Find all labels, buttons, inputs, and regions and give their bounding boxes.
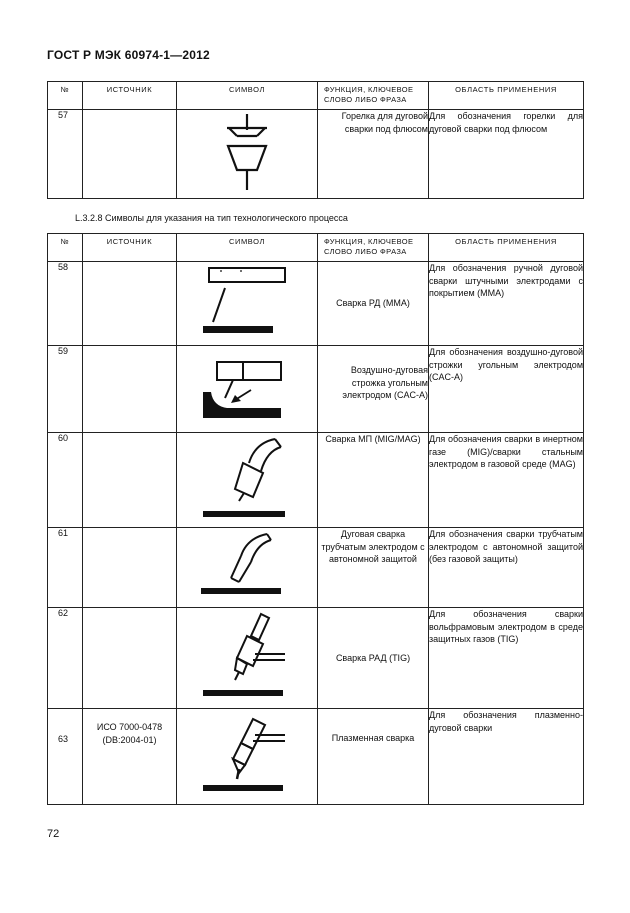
row-application: Для обозначения сварки вольфрамовым электродом в среде защитных газов (TIG) xyxy=(429,608,584,709)
table-row xyxy=(48,528,584,608)
col-header-symbol: СИМВОЛ xyxy=(177,234,318,262)
row-source xyxy=(83,262,177,346)
row-application: Для обозначения плазменно-дуговой сварки xyxy=(429,709,584,805)
table-row xyxy=(48,346,584,433)
row-function: Дуговая сварка трубчатым электродом с автономной защитой xyxy=(318,528,429,608)
row-source: ИСО 7000-0478 (DB:2004-01) xyxy=(83,709,177,805)
col-header-function-line2: СЛОВО ЛИБО ФРАЗА xyxy=(324,247,407,256)
col-header-application: ОБЛАСТЬ ПРИМЕНЕНИЯ xyxy=(429,234,584,262)
row-source xyxy=(83,110,177,199)
col-header-source: ИСТОЧНИК xyxy=(83,82,177,110)
col-header-symbol: СИМВОЛ xyxy=(177,82,318,110)
plasma-welding-icon xyxy=(197,709,297,797)
row-function: Горелка для дуговой сварки под флюсом xyxy=(318,110,429,199)
row-application: Для обозначения сварки трубчатым электродом с автономной защитой (без газовой защиты) xyxy=(429,528,584,608)
mig-mag-welding-icon xyxy=(197,433,297,523)
row-number: 63 xyxy=(48,709,83,805)
table-header-row xyxy=(48,234,584,262)
section-title: L.3.2.8 Символы для указания на тип технологического процесса xyxy=(75,213,348,223)
col-header-function xyxy=(318,82,429,110)
row-number: 58 xyxy=(48,262,83,346)
table-row xyxy=(48,608,584,709)
row-function: Плазменная сварка xyxy=(318,709,429,805)
row-application: Для обозначения ручной дуговой сварки штучными электродами с покрытием (ММА) xyxy=(429,262,584,346)
row-symbol xyxy=(177,262,318,346)
col-header-source: ИСТОЧНИК xyxy=(83,234,177,262)
col-header-num: № xyxy=(48,82,83,110)
row-symbol xyxy=(177,608,318,709)
submerged-arc-torch-icon xyxy=(207,110,287,194)
tig-welding-icon xyxy=(197,608,297,700)
symbols-table-continued xyxy=(47,81,584,199)
table-row xyxy=(48,709,584,805)
row-function: Воздушно-дуговая строжка угольным электродом (CAC-A) xyxy=(318,346,429,433)
row-symbol xyxy=(177,110,318,199)
col-header-function xyxy=(318,234,429,262)
row-source xyxy=(83,528,177,608)
mma-welding-icon xyxy=(197,262,297,338)
carbon-arc-gouging-icon xyxy=(197,346,297,420)
page-number: 72 xyxy=(47,828,60,840)
self-shielded-flux-cored-icon xyxy=(197,528,297,600)
row-source xyxy=(83,433,177,528)
row-number: 60 xyxy=(48,433,83,528)
row-number: 57 xyxy=(48,110,83,199)
row-source xyxy=(83,608,177,709)
col-header-num: № xyxy=(48,234,83,262)
row-number: 61 xyxy=(48,528,83,608)
col-header-application: ОБЛАСТЬ ПРИМЕНЕНИЯ xyxy=(429,82,584,110)
col-header-function-line1: ФУНКЦИЯ, КЛЮЧЕВОЕ xyxy=(324,237,414,246)
row-application: Для обозначения воздушно-дуговой строжки угольным электродом (CAC-A) xyxy=(429,346,584,433)
row-symbol xyxy=(177,709,318,805)
row-application: Для обозначения сварки в инертном газе (MIG)/сварки стальным электродом в газовой среде (MAG) xyxy=(429,433,584,528)
col-header-function-line2: СЛОВО ЛИБО ФРАЗА xyxy=(324,95,407,104)
col-header-function-line1: ФУНКЦИЯ, КЛЮЧЕВОЕ xyxy=(324,85,414,94)
row-symbol xyxy=(177,433,318,528)
row-function: Сварка РАД (TIG) xyxy=(318,608,429,709)
row-symbol xyxy=(177,528,318,608)
process-symbols-table xyxy=(47,233,584,805)
row-number: 62 xyxy=(48,608,83,709)
table-row xyxy=(48,262,584,346)
document-header: ГОСТ Р МЭК 60974-1—2012 xyxy=(47,48,210,62)
row-application: Для обозначения горелки для дуговой сварки под флюсом xyxy=(429,110,584,199)
table-header-row xyxy=(48,82,584,110)
table-row xyxy=(48,433,584,528)
row-symbol xyxy=(177,346,318,433)
table-row xyxy=(48,110,584,199)
row-source xyxy=(83,346,177,433)
row-function: Сварка РД (ММА) xyxy=(318,262,429,346)
row-function: Сварка МП (MIG/MAG) xyxy=(318,433,429,528)
row-number: 59 xyxy=(48,346,83,433)
